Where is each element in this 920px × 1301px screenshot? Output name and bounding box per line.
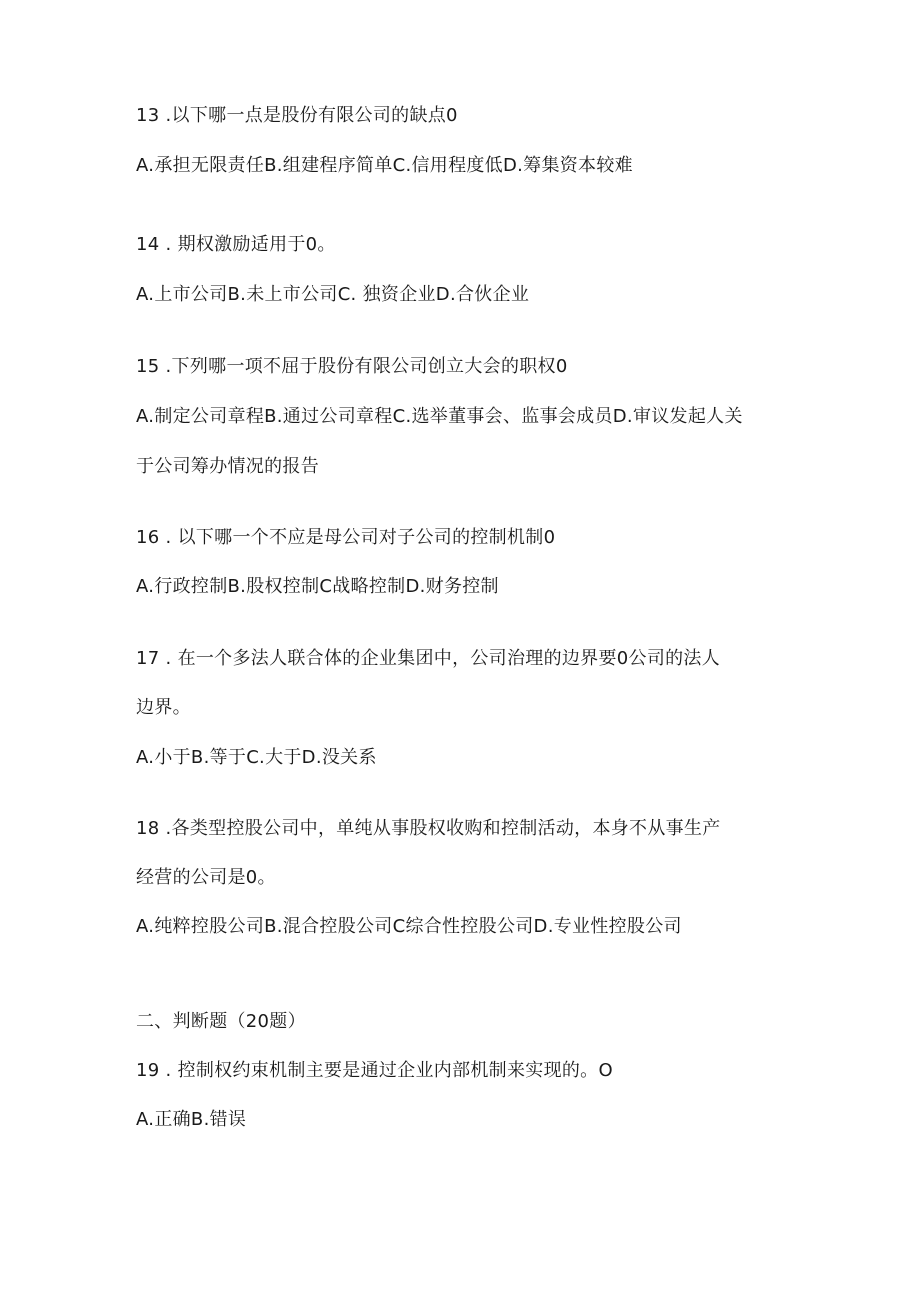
question-14-options: A.上市公司B.未上市公司C. 独资企业D.合伙企业 [136, 284, 530, 305]
question-16: 16 . 以下哪一个不应是母公司对子公司的控制机制0 [136, 527, 556, 548]
question-13-options: A.承担无限责任B.组建程序简单C.信用程度低D.筹集资本较难 [136, 155, 633, 176]
question-15: 15 .下列哪一项不屈于股份有限公司创立大会的职权0 [136, 356, 568, 377]
question-15-options-line-1: A.制定公司章程B.通过公司章程C.选举董事会、监事会成员D.审议发起人关 [136, 406, 743, 427]
section-header-judgement: 二、判断题（20题） [136, 1011, 306, 1032]
question-17-line-2: 边界。 [136, 697, 191, 718]
question-17-options: A.小于B.等于C.大于D.没关系 [136, 747, 377, 768]
question-18-line-2: 经营的公司是0。 [136, 867, 276, 888]
question-18-line-1: 18 .各类型控股公司中，单纯从事股权收购和控制活动，本身不从事生产 [136, 818, 721, 839]
question-17-line-1: 17 . 在一个多法人联合体的企业集团中，公司治理的边界要0公司的法人 [136, 648, 721, 669]
question-14: 14 . 期权激励适用于0。 [136, 234, 336, 255]
question-19-options: A.正确B.错误 [136, 1109, 247, 1130]
question-18-options: A.纯粹控股公司B.混合控股公司C综合性控股公司D.专业性控股公司 [136, 916, 682, 937]
question-19: 19 . 控制权约束机制主要是通过企业内部机制来实现的。O [136, 1060, 613, 1081]
question-13: 13 .以下哪一点是股份有限公司的缺点0 [136, 105, 458, 126]
question-16-options: A.行政控制B.股权控制C战略控制D.财务控制 [136, 576, 499, 597]
question-15-options-line-2: 于公司筹办情况的报告 [136, 456, 319, 477]
